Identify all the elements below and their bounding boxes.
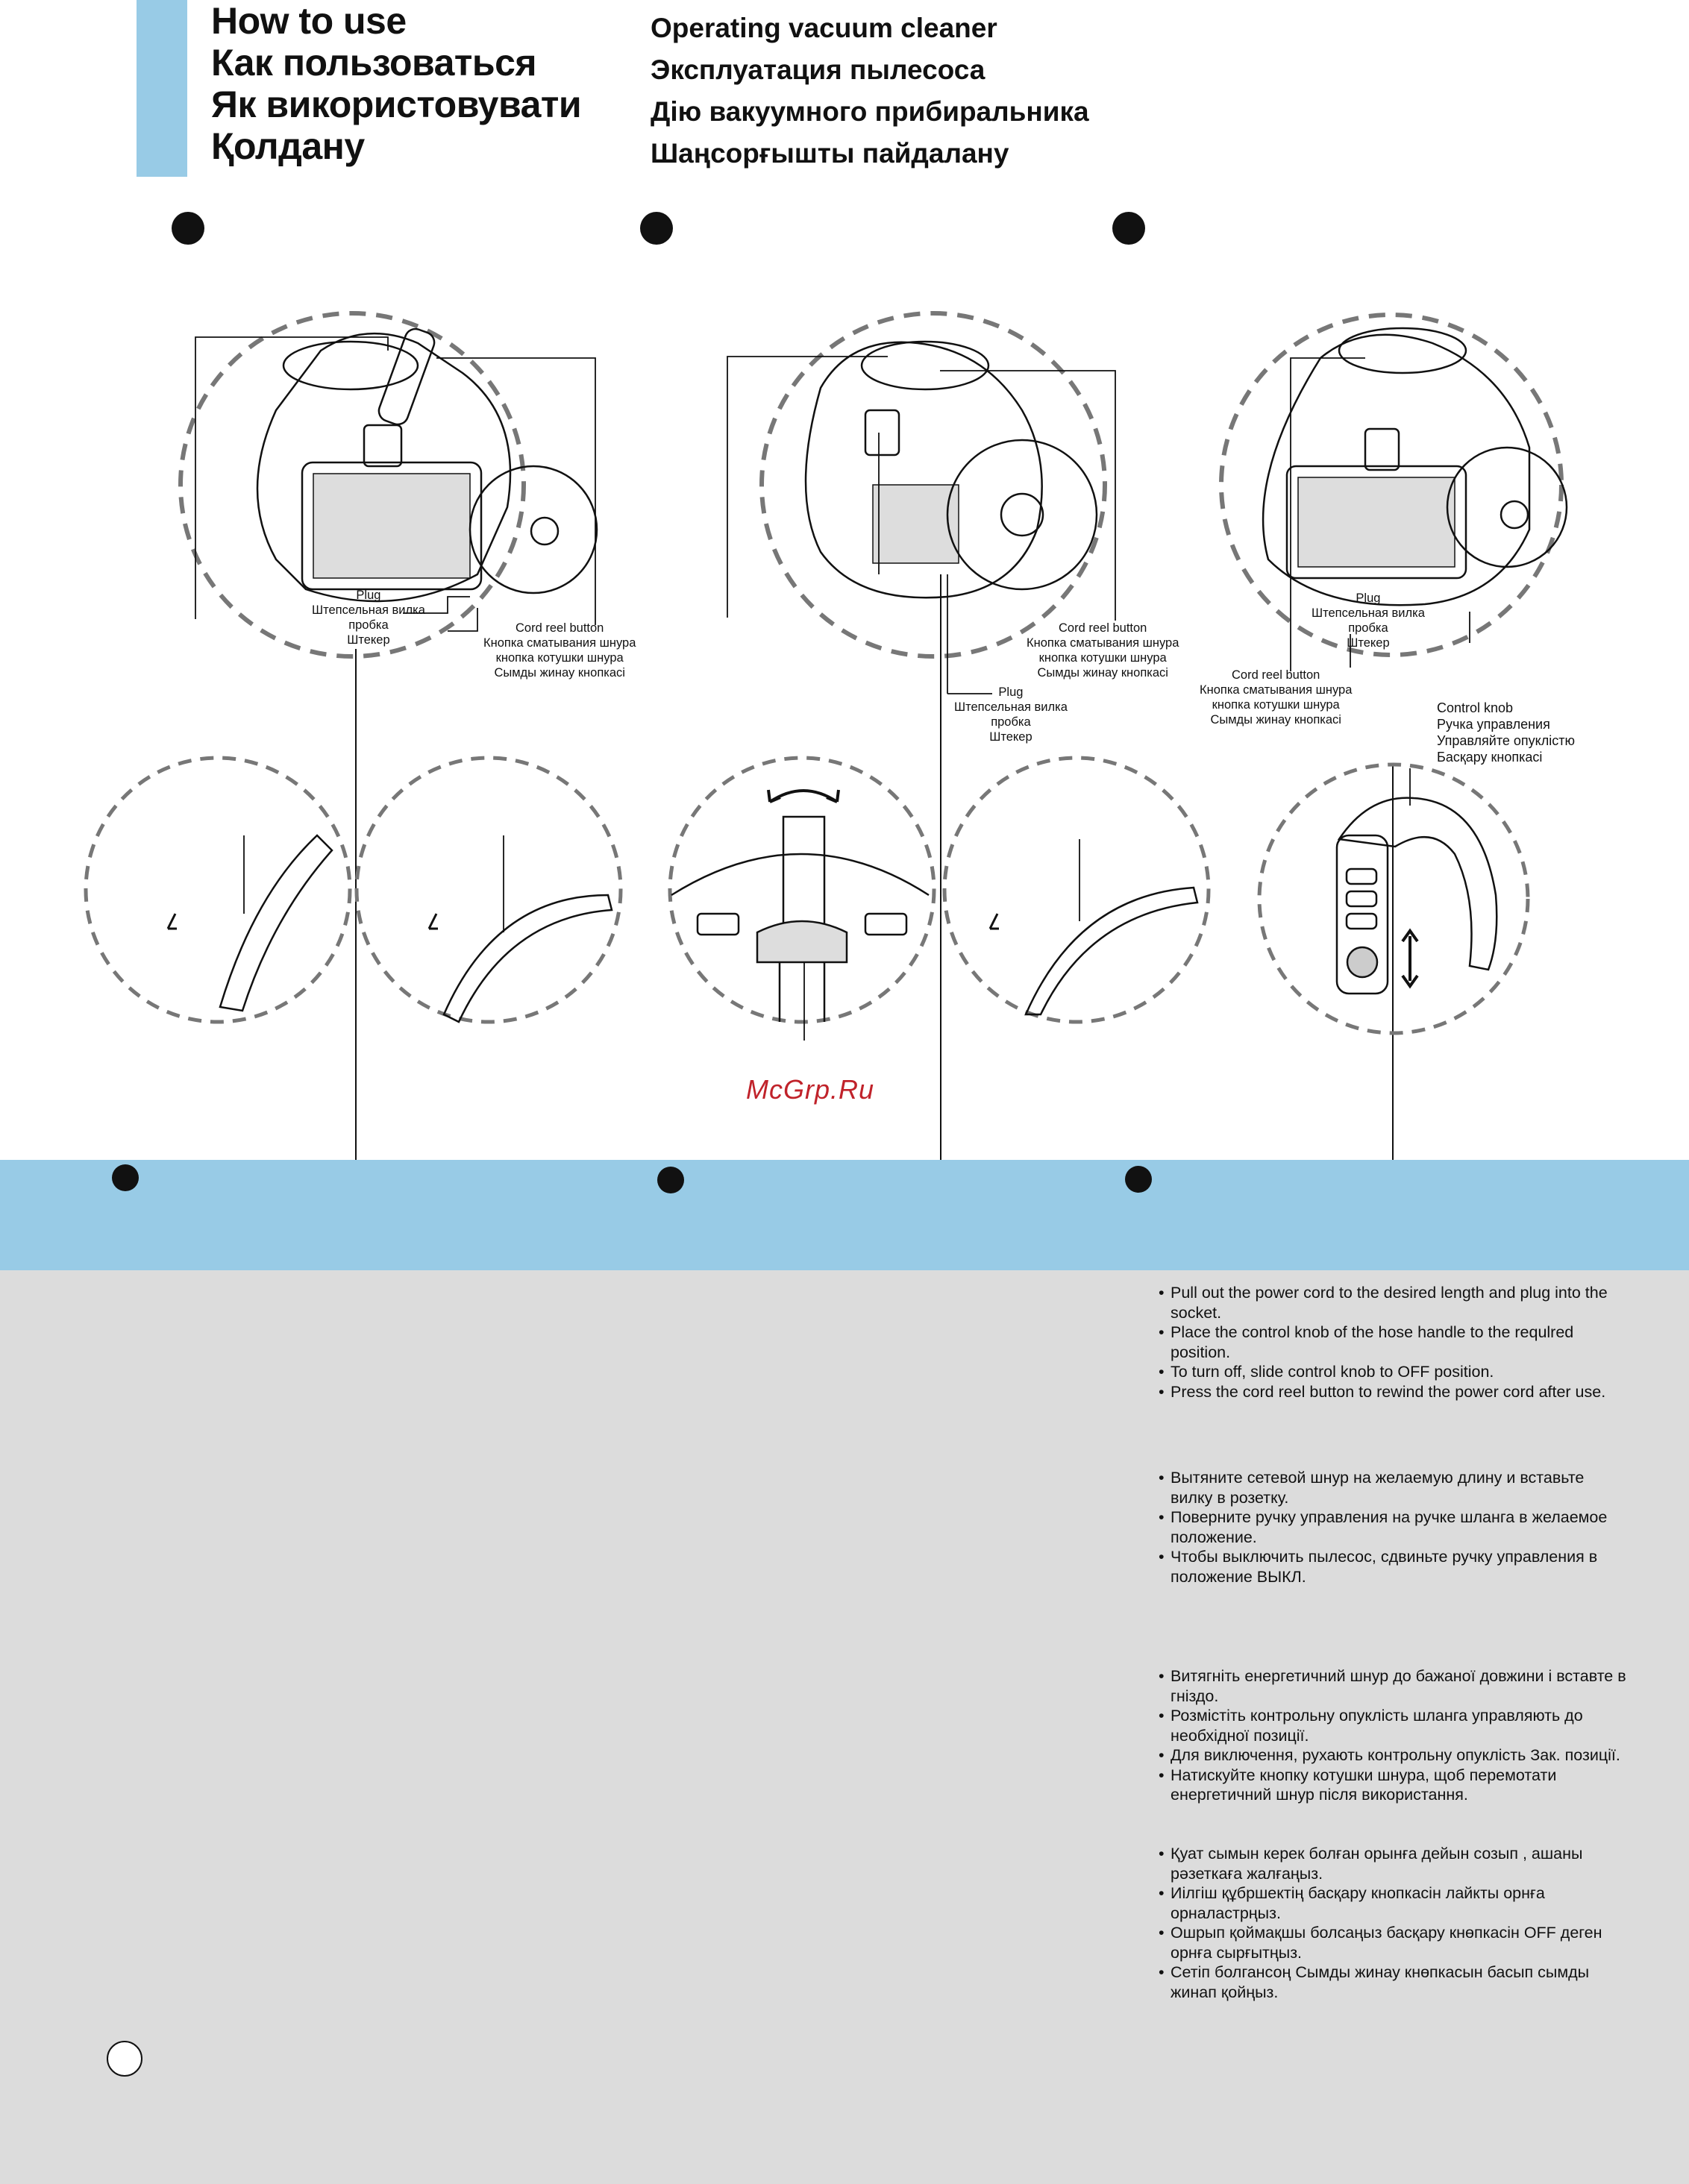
section-title-uk: Як використовувати — [211, 84, 582, 125]
watermark: McGrp.Ru — [746, 1074, 875, 1105]
hose-detail-1 — [86, 758, 350, 1022]
instruction-item: • Ошрып қоймақшы болсаңыз басқару кнөпкасін OFF деген орнға сырғытңыз. — [1159, 1923, 1629, 1962]
instruction-item: • Иілгіш құбршектің басқару кнопкасін лайкты орнға орналастрңыз. — [1159, 1883, 1629, 1923]
instructions-kk — [1159, 1844, 1629, 2002]
instruction-item: • Поверните ручку управления на ручке шланга в желаемое положение. — [1159, 1507, 1629, 1547]
subsection-title-en: Operating vacuum cleaner — [651, 13, 997, 43]
section-title-kk: Қолдану — [211, 125, 365, 167]
hose-detail-3 — [944, 758, 1209, 1022]
cord-reel-label-3: Cord reel button Кнопка сматывания шнура кнопка котушки шнура Сымды жинау кнопкасі — [1200, 668, 1353, 727]
subsection-title-uk: Дію вакуумного прибиральника — [651, 96, 1089, 127]
subsection-title-kk: Шаңсорғышты пайдалану — [651, 138, 1009, 169]
instructions-en — [1159, 1283, 1629, 1402]
instruction-item: • Для виключення, рухають контрольну опуклість Зак. позиції. — [1159, 1745, 1629, 1766]
subsection-title-ru: Эксплуатация пылесоса — [651, 54, 985, 85]
vacuum-illustration-2 — [762, 313, 1105, 656]
instructions-ru — [1159, 1468, 1629, 1587]
instruction-item: • Қуат сымын керек болған орынға дейын созып , ашаны рәзеткаға жалғаңыз. — [1159, 1844, 1629, 1883]
section-title-ru: Как пользоваться — [211, 42, 537, 84]
cord-reel-label-1: Cord reel button Кнопка сматывания шнура кнопка котушки шнура Сымды жинау кнопкасі — [483, 621, 636, 680]
instruction-item: • To turn off, slide control knob to OFF position. — [1159, 1362, 1629, 1382]
handle-knob-detail — [670, 758, 934, 1041]
instruction-item: • Pull out the power cord to the desired length and plug into the socket. — [1159, 1283, 1629, 1322]
plug-label-1: Plug Штепсельная вилка пробка Штекер — [312, 589, 425, 647]
instruction-item: • Place the control knob of the hose handle to the requlred position. — [1159, 1322, 1629, 1362]
instruction-item: • Сетіп болгансоң Сымды жинау кнөпкасын басып сымды жинап қойңыз. — [1159, 1962, 1629, 2002]
plug-label-3: Plug Штепсельная вилка пробка Штекер — [1312, 592, 1425, 650]
control-knob-label: Control knob Ручка управления Управляйте опуклістю Басқару кнопкасі — [1437, 700, 1575, 765]
instruction-item: • Чтобы выключить пылесос, сдвиньте ручку управления в положение ВЫКЛ. — [1159, 1547, 1629, 1587]
instruction-item: • Розмістіть контрольну опуклість шланга управляють до необхідної позиції. — [1159, 1706, 1629, 1745]
instruction-item: • Натискуйте кнопку котушки шнура, щоб перемотати енергетичний шнур після використання. — [1159, 1766, 1629, 1805]
instructions-uk — [1159, 1666, 1629, 1805]
instruction-item: • Press the cord reel button to rewind the power cord after use. — [1159, 1382, 1629, 1402]
cord-reel-label-2: Cord reel button Кнопка сматывания шнура кнопка котушки шнура Сымды жинау кнопкасі — [1027, 621, 1179, 680]
page-number-marker — [107, 2041, 142, 2077]
instruction-item: • Витягніть енергетичний шнур до бажаної довжини і вставте в гніздо. — [1159, 1666, 1629, 1706]
hose-detail-2 — [357, 758, 621, 1022]
plug-label-2: Plug Штепсельная вилка пробка Штекер — [954, 685, 1068, 744]
instruction-item: • Вытяните сетевой шнур на желаемую длину и вставьте вилку в розетку. — [1159, 1468, 1629, 1507]
section-title-en: How to use — [211, 0, 407, 42]
